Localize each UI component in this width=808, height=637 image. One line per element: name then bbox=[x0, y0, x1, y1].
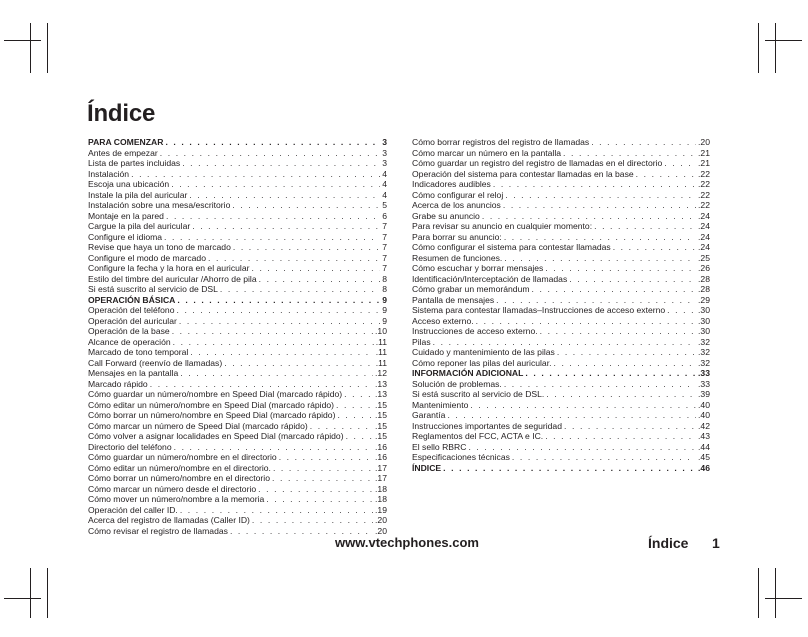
toc-entry bbox=[88, 284, 387, 295]
dot-leader bbox=[252, 515, 373, 526]
toc-entry-label: Configure el idioma bbox=[88, 231, 163, 242]
dot-leader bbox=[447, 410, 696, 421]
toc-entry-label: Acerca de los anuncios bbox=[412, 200, 501, 210]
toc-entry-label: Cómo editar un número/nombre en Speed Dial (marcado rápido) bbox=[88, 399, 335, 410]
toc-entry bbox=[412, 263, 710, 274]
toc-entry bbox=[412, 221, 710, 232]
toc-entry-label: Instalación sobre una mesa/escritorio bbox=[88, 200, 231, 210]
dot-leader bbox=[173, 337, 374, 348]
dot-leader bbox=[189, 190, 380, 201]
toc-entry-label: Instrucciones de acceso externo. bbox=[412, 326, 538, 336]
dot-leader bbox=[220, 284, 380, 295]
toc-entry bbox=[88, 410, 387, 421]
toc-entry bbox=[412, 358, 710, 369]
toc-entry-label: Instrucciones importantes de seguridad bbox=[412, 420, 562, 431]
dot-leader bbox=[177, 295, 380, 306]
toc-column-left bbox=[88, 137, 387, 536]
toc-entry-page: 4 bbox=[382, 189, 387, 200]
dot-leader bbox=[190, 347, 373, 358]
toc-entry-page: .33 bbox=[698, 368, 710, 378]
toc-entry-page: .45 bbox=[698, 452, 710, 462]
crop-mark bbox=[775, 568, 776, 618]
toc-entry bbox=[88, 211, 387, 222]
toc-entry bbox=[88, 515, 387, 526]
toc-entry bbox=[88, 232, 387, 243]
toc-entry-page: .15 bbox=[375, 399, 387, 410]
dot-leader bbox=[545, 263, 696, 274]
dot-leader bbox=[667, 305, 696, 316]
toc-entry-page: 7 bbox=[382, 221, 387, 231]
toc-entry-label: Cómo borrar un número/nombre en el directorio bbox=[88, 473, 270, 483]
toc-entry bbox=[88, 463, 387, 474]
toc-entry bbox=[412, 305, 710, 316]
toc-entry-page: .24 bbox=[698, 231, 710, 242]
toc-entry bbox=[88, 326, 387, 337]
dot-leader bbox=[553, 358, 696, 369]
toc-entry bbox=[412, 190, 710, 201]
toc-entry bbox=[412, 347, 710, 358]
toc-entry bbox=[88, 316, 387, 327]
toc-entry-label: Cómo marcar un número de Speed Dial (marcado rápido) bbox=[88, 420, 308, 431]
toc-entry-page: .28 bbox=[698, 284, 710, 294]
dot-leader bbox=[174, 442, 373, 453]
toc-entry-page: .22 bbox=[698, 189, 710, 200]
toc-entry-page: .20 bbox=[698, 137, 710, 147]
dot-leader bbox=[180, 368, 373, 379]
toc-entry-label: Cómo configurar el reloj bbox=[412, 189, 504, 200]
toc-entry-label: Cómo guardar un número/nombre en Speed Dial (marcado rápido) bbox=[88, 389, 343, 399]
dot-leader bbox=[470, 400, 696, 411]
toc-entry bbox=[88, 431, 387, 442]
toc-entry bbox=[88, 158, 387, 169]
dot-leader bbox=[346, 431, 373, 442]
dot-leader bbox=[496, 295, 696, 306]
dot-leader bbox=[563, 148, 696, 159]
toc-entry-label: Acerca del registro de llamadas (Caller ID) bbox=[88, 515, 250, 525]
toc-entry-page: 3 bbox=[382, 137, 387, 147]
dot-leader bbox=[224, 358, 373, 369]
toc-entry bbox=[88, 148, 387, 159]
toc-entry bbox=[412, 400, 710, 411]
dot-leader bbox=[504, 379, 696, 390]
toc-entry-page: .32 bbox=[698, 336, 710, 347]
dot-leader bbox=[251, 263, 380, 274]
toc-entry bbox=[88, 347, 387, 358]
dot-leader bbox=[443, 463, 696, 474]
toc-section-heading bbox=[88, 137, 387, 148]
toc-entry-page: .20 bbox=[375, 515, 387, 525]
toc-entry-page: .30 bbox=[698, 326, 710, 336]
toc-entry-label: Montaje en la pared bbox=[88, 210, 164, 221]
toc-entry-label: Grabe su anuncio bbox=[412, 210, 480, 221]
dot-leader bbox=[569, 274, 696, 285]
toc-entry-label: Configure el modo de marcado bbox=[88, 252, 206, 263]
dot-leader bbox=[232, 200, 380, 211]
toc-entry-label: Cómo marcar un número en la pantalla bbox=[412, 147, 562, 158]
toc-entry bbox=[88, 274, 387, 285]
toc-entry-page: .30 bbox=[698, 305, 710, 315]
toc-entry-page: .18 bbox=[375, 494, 387, 504]
toc-entry-label: Cómo configurar el sistema para contestar llamadas bbox=[412, 242, 611, 252]
toc-entry bbox=[88, 452, 387, 463]
toc-entry-page: .17 bbox=[375, 473, 387, 483]
toc-section-heading bbox=[412, 463, 710, 474]
toc-entry-label: Cómo borrar registros del registro de llamadas bbox=[412, 137, 590, 147]
dot-leader bbox=[636, 169, 696, 180]
toc-entry-label: Cómo borrar un número/nombre en Speed Dial (marcado rápido) bbox=[88, 410, 336, 420]
toc-entry bbox=[412, 410, 710, 421]
toc-entry-page: 7 bbox=[382, 242, 387, 252]
dot-leader bbox=[532, 284, 697, 295]
toc-entry-page: .21 bbox=[698, 158, 710, 168]
toc-entry-page: 9 bbox=[382, 315, 387, 326]
toc-entry-page: .46 bbox=[698, 462, 710, 473]
toc-entry-label: Marcado rápido bbox=[88, 378, 148, 389]
toc-entry bbox=[412, 158, 710, 169]
toc-entry-page: .12 bbox=[375, 368, 387, 378]
toc-entry-label: Revise que haya un tono de marcado bbox=[88, 242, 231, 252]
toc-entry-page: .15 bbox=[375, 420, 387, 431]
toc-entry bbox=[88, 379, 387, 390]
toc-entry-label: Indicadores audibles bbox=[412, 179, 491, 189]
toc-entry bbox=[412, 421, 710, 432]
toc-entry bbox=[412, 274, 710, 285]
dot-leader bbox=[433, 337, 696, 348]
dot-leader bbox=[504, 253, 696, 264]
dot-leader bbox=[233, 242, 380, 253]
toc-entry bbox=[88, 253, 387, 264]
toc-entry-page: .11 bbox=[375, 336, 387, 347]
footer-page-number: 1 bbox=[712, 535, 720, 551]
toc-entry-page: .16 bbox=[375, 452, 387, 462]
dot-leader bbox=[505, 190, 696, 201]
footer-url: www.vtechphones.com bbox=[335, 535, 479, 550]
toc-entry-label: Cuidado y mantenimiento de las pilas bbox=[412, 347, 555, 357]
toc-entry-label: Sistema para contestar llamadas–Instrucciones de acceso externo bbox=[412, 305, 666, 315]
toc-entry-label: Acceso externo. bbox=[412, 315, 474, 326]
toc-entry bbox=[88, 442, 387, 453]
toc-entry-page: .30 bbox=[698, 315, 710, 326]
crop-mark bbox=[765, 598, 802, 599]
toc-entry-page: 7 bbox=[382, 263, 387, 273]
dot-leader bbox=[192, 221, 380, 232]
toc-entry bbox=[88, 358, 387, 369]
toc-entry-label: Directorio del teléfono bbox=[88, 441, 172, 452]
toc-entry-page: .24 bbox=[698, 210, 710, 221]
toc-entry-page: 9 bbox=[382, 305, 387, 315]
toc-entry bbox=[412, 242, 710, 253]
toc-entry bbox=[88, 305, 387, 316]
toc-entry-page: .13 bbox=[375, 378, 387, 389]
dot-leader bbox=[664, 158, 696, 169]
toc-entry bbox=[88, 169, 387, 180]
toc-section-heading bbox=[412, 368, 710, 379]
toc-entry bbox=[88, 473, 387, 484]
toc-entry-page: 3 bbox=[382, 158, 387, 168]
toc-entry bbox=[88, 494, 387, 505]
toc-entry bbox=[412, 295, 710, 306]
dot-leader bbox=[171, 179, 380, 190]
toc-entry-page: .15 bbox=[375, 410, 387, 420]
dot-leader bbox=[310, 421, 373, 432]
toc-entry-label: Antes de empezar bbox=[88, 147, 158, 158]
crop-mark bbox=[765, 40, 802, 41]
toc-entry-page: 7 bbox=[382, 231, 387, 242]
toc-entry bbox=[88, 400, 387, 411]
toc-entry-page: 5 bbox=[382, 200, 387, 210]
toc-entry-label: Operación del caller ID. bbox=[88, 504, 178, 515]
toc-entry-page: 4 bbox=[382, 179, 387, 189]
toc-entry-page: 8 bbox=[382, 273, 387, 284]
toc-entry bbox=[412, 284, 710, 295]
toc-entry-label: Especificaciones técnicas bbox=[412, 452, 510, 462]
toc-entry-label: Instalación bbox=[88, 168, 130, 179]
toc-section-heading bbox=[88, 295, 387, 306]
toc-entry bbox=[88, 368, 387, 379]
dot-leader bbox=[540, 326, 696, 337]
toc-entry-page: 6 bbox=[382, 210, 387, 221]
dot-leader bbox=[476, 316, 696, 327]
toc-entry bbox=[412, 200, 710, 211]
crop-mark bbox=[758, 568, 759, 618]
crop-mark bbox=[30, 23, 31, 73]
toc-entry bbox=[88, 200, 387, 211]
toc-entry-label: Cómo marcar un número desde el directorio bbox=[88, 483, 257, 494]
toc-entry bbox=[412, 179, 710, 190]
dot-leader bbox=[512, 452, 696, 463]
dot-leader bbox=[180, 505, 373, 516]
toc-entry-page: .44 bbox=[698, 441, 710, 452]
toc-entry-label: Para borrar su anuncio: bbox=[412, 231, 502, 242]
toc-entry-page: 8 bbox=[382, 284, 387, 294]
crop-mark bbox=[47, 23, 48, 73]
dot-leader bbox=[613, 242, 696, 253]
toc-entry-label: Lista de partes incluidas bbox=[88, 158, 181, 168]
toc-entry-label: Garantía bbox=[412, 410, 446, 420]
dot-leader bbox=[208, 253, 380, 264]
toc-entry-label: Instale la pila del auricular bbox=[88, 189, 188, 200]
toc-entry-page: 3 bbox=[382, 147, 387, 158]
toc-entry-page: .22 bbox=[698, 200, 710, 210]
toc-entry-label: Cómo guardar un registro del registro de llamadas en el directorio bbox=[412, 158, 663, 168]
toc-entry-page: 7 bbox=[382, 252, 387, 263]
toc-entry-label: El sello RBRC bbox=[412, 441, 467, 452]
dot-leader bbox=[259, 274, 381, 285]
toc-entry bbox=[88, 179, 387, 190]
dot-leader bbox=[336, 400, 373, 411]
dot-leader bbox=[564, 421, 696, 432]
toc-entry-page: .32 bbox=[698, 347, 710, 357]
toc-entry-page: .10 bbox=[375, 326, 387, 336]
dot-leader bbox=[273, 463, 373, 474]
toc-entry-label: Escoja una ubicación bbox=[88, 179, 170, 189]
toc-entry-label: Cómo reponer las pilas del auricular. bbox=[412, 357, 552, 368]
toc-entry-page: .17 bbox=[375, 462, 387, 473]
toc-entry-label: Cargue la pila del auricular bbox=[88, 221, 191, 231]
toc-entry-label: Estilo del timbre del auricular /Ahorro de pila bbox=[88, 273, 257, 284]
toc-entry-label: Call Forward (reenvío de llamadas) bbox=[88, 357, 223, 368]
toc-entry-page: .20 bbox=[375, 525, 387, 536]
dot-leader bbox=[272, 473, 373, 484]
toc-entry-label: Resumen de funciones. bbox=[412, 252, 503, 263]
crop-mark bbox=[30, 568, 31, 618]
toc-entry-page: 9 bbox=[382, 294, 387, 305]
toc-entry bbox=[88, 190, 387, 201]
toc-entry-page: .21 bbox=[698, 147, 710, 158]
toc-entry-page: .33 bbox=[698, 378, 710, 389]
toc-entry-label: Operación del sistema para contestar llamadas en la base bbox=[412, 168, 634, 179]
toc-entry bbox=[88, 242, 387, 253]
toc-column-right bbox=[412, 137, 710, 473]
toc-entry-page: .22 bbox=[698, 168, 710, 179]
dot-leader bbox=[266, 494, 373, 505]
toc-entry bbox=[412, 316, 710, 327]
toc-entry bbox=[412, 253, 710, 264]
toc-entry bbox=[88, 263, 387, 274]
toc-entry bbox=[412, 442, 710, 453]
toc-entry-page: .25 bbox=[698, 252, 710, 263]
toc-entry-page: .11 bbox=[375, 347, 387, 357]
toc-entry bbox=[88, 505, 387, 516]
toc-entry-page: .15 bbox=[375, 431, 387, 441]
toc-entry-label: Pantalla de mensajes bbox=[412, 294, 495, 305]
crop-mark bbox=[4, 40, 41, 41]
toc-entry-label: Identificación/Interceptación de llamadas bbox=[412, 273, 568, 284]
toc-entry-label: Configure la fecha y la hora en el auricular bbox=[88, 263, 250, 273]
toc-entry bbox=[412, 379, 710, 390]
toc-entry-label: OPERACIÓN BÁSICA bbox=[88, 294, 176, 305]
toc-entry-label: Para revisar su anuncio en cualquier momento: bbox=[412, 221, 593, 231]
toc-entry bbox=[88, 337, 387, 348]
toc-entry-label: Cómo guardar un número/nombre en el directorio bbox=[88, 452, 277, 462]
toc-entry-label: Cómo volver a asignar localidades en Speed Dial (marcado rápido) bbox=[88, 431, 344, 441]
toc-entry-label: Solución de problemas. bbox=[412, 378, 502, 389]
dot-leader bbox=[131, 169, 380, 180]
toc-entry-page: .18 bbox=[375, 483, 387, 494]
dot-leader bbox=[591, 137, 696, 148]
dot-leader bbox=[176, 305, 380, 316]
dot-leader bbox=[166, 211, 380, 222]
dot-leader bbox=[545, 431, 696, 442]
toc-entry-page: .22 bbox=[698, 179, 710, 189]
crop-mark bbox=[47, 568, 48, 618]
toc-entry-label: Si está suscrito al servicio de DSL. bbox=[412, 389, 545, 399]
toc-entry-label: Mantenimiento bbox=[412, 399, 469, 410]
dot-leader bbox=[482, 211, 696, 222]
toc-entry-label: Cómo escuchar y borrar mensajes bbox=[412, 263, 544, 273]
toc-entry-page: .32 bbox=[698, 357, 710, 368]
toc-entry-page: .16 bbox=[375, 441, 387, 452]
toc-entry-label: Operación de la base bbox=[88, 326, 170, 336]
toc-entry-label: INFORMACIÓN ADICIONAL bbox=[412, 368, 524, 378]
toc-entry bbox=[88, 221, 387, 232]
toc-entry-page: .28 bbox=[698, 273, 710, 284]
toc-entry-label: Pilas bbox=[412, 336, 431, 347]
toc-entry-label: Cómo grabar un memorándum bbox=[412, 284, 530, 294]
dot-leader bbox=[258, 484, 373, 495]
toc-entry-page: .29 bbox=[698, 294, 710, 305]
toc-entry bbox=[88, 421, 387, 432]
dot-leader bbox=[557, 347, 696, 358]
toc-entry bbox=[412, 452, 710, 463]
dot-leader bbox=[546, 389, 696, 400]
dot-leader bbox=[179, 316, 380, 327]
dot-leader bbox=[344, 389, 373, 400]
toc-entry-page: .24 bbox=[698, 242, 710, 252]
toc-entry-label: Cómo revisar el registro de llamadas bbox=[88, 525, 228, 536]
toc-entry-label: Mensajes en la pantalla bbox=[88, 368, 179, 378]
toc-entry bbox=[412, 389, 710, 400]
dot-leader bbox=[594, 221, 696, 232]
toc-entry bbox=[88, 484, 387, 495]
dot-leader bbox=[150, 379, 373, 390]
toc-entry-label: Operación del auricular bbox=[88, 315, 177, 326]
toc-entry-page: .11 bbox=[375, 357, 387, 368]
dot-leader bbox=[160, 148, 380, 159]
dot-leader bbox=[503, 200, 696, 211]
toc-entry bbox=[412, 169, 710, 180]
toc-entry-label: ÍNDICE bbox=[412, 462, 442, 473]
toc-entry-page: .13 bbox=[375, 389, 387, 399]
toc-entry-page: .19 bbox=[375, 504, 387, 515]
dot-leader bbox=[337, 410, 373, 421]
dot-leader bbox=[468, 442, 696, 453]
toc-entry-label: Si está suscrito al servicio de DSL bbox=[88, 284, 218, 294]
dot-leader bbox=[172, 326, 373, 337]
dot-leader bbox=[493, 179, 696, 190]
toc-entry-label: Operación del teléfono bbox=[88, 305, 175, 315]
toc-entry-label: Reglamentos del FCC, ACTA e IC. bbox=[412, 431, 544, 441]
toc-entry-page: .39 bbox=[698, 389, 710, 399]
toc-entry bbox=[412, 148, 710, 159]
toc-entry-page: .43 bbox=[698, 431, 710, 441]
toc-entry-label: PARA COMENZAR bbox=[88, 137, 164, 147]
toc-entry-label: Cómo editar un número/nombre en el directorio. bbox=[88, 462, 271, 473]
page-title: Índice bbox=[87, 100, 156, 127]
toc-entry-label: Marcado de tono temporal bbox=[88, 347, 189, 357]
toc-entry bbox=[412, 431, 710, 442]
toc-entry-page: .40 bbox=[698, 399, 710, 410]
toc-entry bbox=[412, 232, 710, 243]
toc-entry bbox=[412, 137, 710, 148]
crop-mark bbox=[775, 23, 776, 73]
toc-entry-page: .42 bbox=[698, 420, 710, 431]
dot-leader bbox=[164, 232, 380, 243]
toc-entry-page: .24 bbox=[698, 221, 710, 231]
toc-entry-page: .26 bbox=[698, 263, 710, 273]
toc-entry-label: Cómo mover un número/nombre a la memoria bbox=[88, 494, 265, 504]
toc-entry bbox=[412, 211, 710, 222]
crop-mark bbox=[4, 598, 41, 599]
toc-entry bbox=[412, 337, 710, 348]
toc-entry-label: Alcance de operación bbox=[88, 336, 171, 347]
dot-leader bbox=[504, 232, 696, 243]
footer-section-label: Índice bbox=[648, 535, 689, 551]
dot-leader bbox=[279, 452, 373, 463]
crop-mark bbox=[758, 23, 759, 73]
toc-entry bbox=[88, 389, 387, 400]
toc-entry-page: 4 bbox=[382, 168, 387, 179]
dot-leader bbox=[182, 158, 380, 169]
toc-entry bbox=[412, 326, 710, 337]
dot-leader bbox=[165, 137, 380, 148]
dot-leader bbox=[525, 368, 696, 379]
toc-entry-page: .40 bbox=[698, 410, 710, 420]
